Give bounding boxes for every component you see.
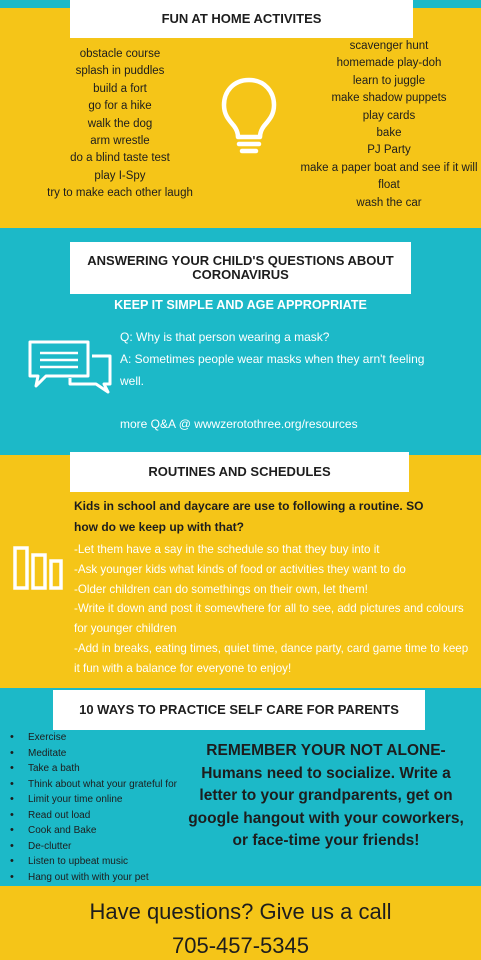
- selfcare-reminder: REMEMBER YOUR NOT ALONE- Humans need to socialize. Write a letter to your grandparents, get on google hangout with your coworkers, or face-time your friends!: [188, 742, 464, 849]
- fun-left-list: [40, 46, 200, 203]
- fun-left-item: obstacle course: [79, 48, 161, 60]
- fun-left-item: try to make each other laugh: [47, 187, 193, 200]
- fun-right-list: [298, 38, 480, 212]
- footer-phone[interactable]: 705-457-5345: [171, 933, 309, 958]
- covid-question: Q: Why is that person wearing a mask?: [120, 330, 330, 344]
- fun-right-item: float: [378, 179, 400, 192]
- selfcare-item: • Read out load: [4, 808, 184, 824]
- covid-more-link[interactable]: more Q&A @ wwwzerotothree.org/resources: [120, 417, 358, 431]
- selfcare-item: • Cook and Bake: [4, 823, 184, 839]
- fun-right-item: homemade play-doh: [336, 57, 442, 70]
- selfcare-item: • Listen to upbeat music: [4, 854, 184, 870]
- covid-answer: A: Sometimes people wear masks when they arn't feeling well.: [120, 352, 425, 388]
- fun-right-item: make a paper boat and see if it will: [300, 161, 478, 174]
- routines-intro: Kids in school and daycare are use to following a routine. SO how do we keep up with that?: [74, 499, 424, 534]
- fun-left-item: splash in puddles: [75, 65, 165, 78]
- fun-left-item: build a fort: [93, 82, 147, 95]
- fun-left-item: walk the dog: [87, 117, 153, 130]
- covid-subtitle: KEEP IT SIMPLE AND AGE APPROPRIATE: [114, 298, 367, 312]
- routines-title-text: ROUTINES AND SCHEDULES: [148, 464, 331, 479]
- routine-point: -Ask younger kids what kinds of food or activities they want to do: [74, 562, 406, 576]
- covid-title: [70, 242, 411, 294]
- fun-right-item: PJ Party: [367, 144, 411, 157]
- routines-title: [70, 452, 409, 492]
- fun-left-item: play I-Spy: [94, 169, 146, 182]
- selfcare-item: • Meditate: [4, 746, 184, 762]
- fun-left-item: arm wrestle: [90, 135, 150, 148]
- selfcare-item: • Exercise: [4, 730, 184, 746]
- fun-title-text: FUN AT HOME ACTIVITES: [161, 11, 322, 26]
- routines-points: [74, 540, 476, 679]
- selfcare-list: [4, 730, 184, 885]
- fun-right-item: make shadow puppets: [331, 92, 447, 105]
- routine-point: -Write it down and post it somewhere for all to see, add pictures and colours for younger children: [74, 602, 464, 636]
- routine-point: -Let them have a say in the schedule so that they buy into it: [74, 543, 380, 556]
- fun-left-item: do a blind taste test: [70, 152, 170, 165]
- fun-right-item: play cards: [362, 109, 416, 122]
- fun-right-item: learn to juggle: [352, 74, 426, 87]
- fun-left-item: go for a hike: [88, 100, 152, 113]
- fun-right-item: wash the car: [356, 196, 422, 209]
- selfcare-item: • Hang out with with your pet: [4, 870, 184, 886]
- selfcare-item: • Limit your time online: [4, 792, 184, 808]
- chat-bubbles-icon: [26, 338, 116, 394]
- selfcare-title: [53, 690, 425, 730]
- selfcare-item: • Take a bath: [4, 761, 184, 777]
- selfcare-item: • De-clutter: [4, 839, 184, 855]
- routine-point: -Older children can do somethings on their own, let them!: [74, 582, 368, 596]
- fun-title: [70, 0, 413, 38]
- covid-title-text: ANSWERING YOUR CHILD'S QUESTIONS ABOUT CORONAVIRUS: [87, 253, 394, 282]
- fun-right-item: bake: [376, 127, 402, 140]
- lightbulb-icon: [218, 74, 280, 160]
- schedule-bars-icon: [12, 545, 64, 591]
- selfcare-item: • Think about what your grateful for: [4, 777, 184, 793]
- routine-point: -Add in breaks, eating times, quiet time, dance party, card game time to keep it fun with a balance for everyone to enjoy!: [74, 641, 469, 675]
- selfcare-title-text: 10 WAYS TO PRACTICE SELF CARE FOR PARENTS: [79, 702, 399, 717]
- fun-right-item: scavenger hunt: [349, 40, 429, 52]
- footer-line1: Have questions? Give us a call: [89, 899, 392, 924]
